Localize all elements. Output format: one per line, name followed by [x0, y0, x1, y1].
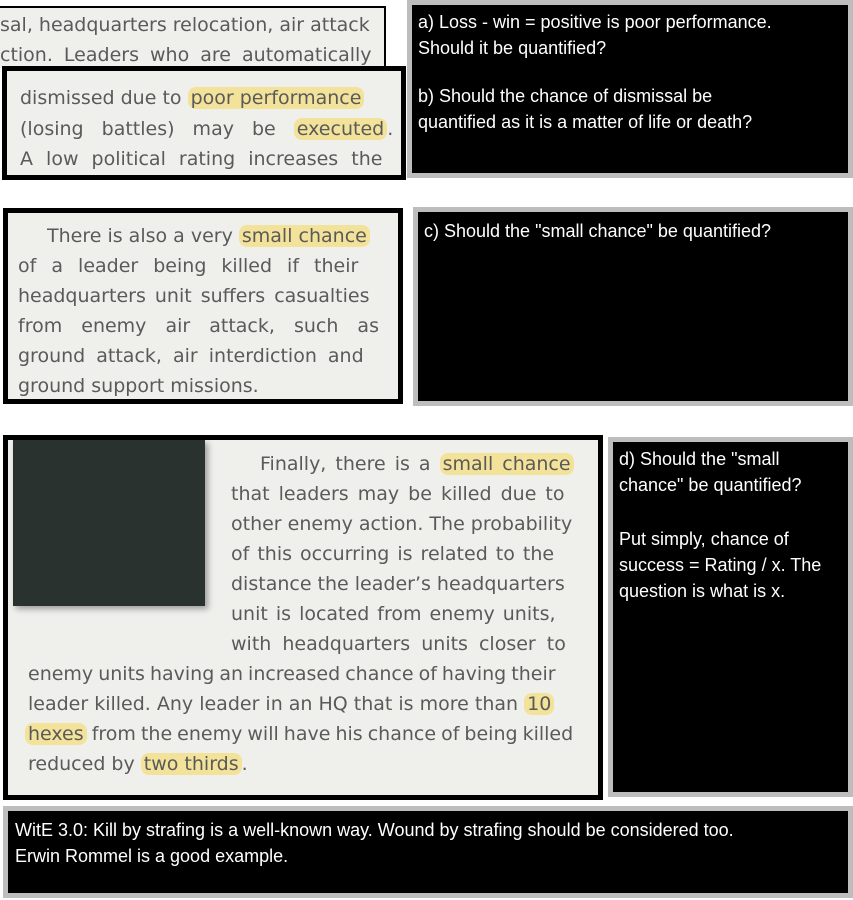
excerpt-4-line-3: other enemy action. The probability	[231, 513, 573, 535]
excerpt-4-line-9	[28, 693, 598, 715]
excerpt-1	[0, 6, 386, 68]
note-d-line-5: question is what is x.	[619, 581, 786, 601]
excerpt-2-text: (losing battles) may be	[20, 118, 294, 140]
excerpt-4-line-1	[260, 453, 598, 475]
note-bottom-line-2: Erwin Rommel is a good example.	[15, 846, 289, 866]
note-b-line-2: quantified as it is a matter of life or death?	[418, 112, 753, 132]
excerpt-4-text: Finally, there is a	[260, 453, 440, 475]
note-d-line-2: chance" be quantified?	[619, 475, 802, 495]
note-a-line-1: a) Loss - win = positive is poor performance.	[418, 12, 772, 32]
excerpt-4-text: reduced by	[28, 753, 141, 775]
excerpt-4-line-2: that leaders may be killed due to	[231, 483, 565, 505]
excerpt-3-line-4: from enemy air attack, such as	[18, 315, 379, 337]
note-bottom-line-1: WitE 3.0: Kill by strafing is a well-known way. Wound by strafing should be considered too.	[15, 820, 734, 840]
note-a-line-2: Should it be quantified?	[418, 38, 607, 58]
excerpt-3-line-3: headquarters unit suffers casualties	[18, 285, 370, 307]
excerpt-4-line-7: with headquarters units closer to	[231, 633, 566, 655]
excerpt-3-text: There is also a very	[47, 225, 239, 247]
excerpt-1-line-2: ction. Leaders who are automatically	[0, 44, 372, 66]
highlight-executed: executed	[294, 118, 387, 140]
note-d	[608, 437, 853, 797]
note-d-line-4: success = Rating / x. The	[619, 555, 822, 575]
excerpt-4-text: from the enemy will have his chance of being killed	[86, 723, 574, 745]
excerpt-4	[3, 435, 603, 800]
highlight-hexes: hexes	[25, 723, 87, 745]
note-d-line-3: Put simply, chance of	[619, 529, 789, 549]
excerpt-4-text: leader killed. Any leader in an HQ that is more than	[28, 693, 525, 715]
excerpt-4-line-4: of this occurring is related to the	[231, 543, 555, 565]
excerpt-3	[3, 208, 403, 404]
excerpt-3-line-1	[47, 225, 398, 247]
excerpt-1-line-1: sal, headquarters relocation, air attack	[0, 14, 370, 36]
highlight-small-chance: small chance	[239, 225, 370, 247]
highlight-two-thirds: two thirds	[141, 753, 242, 775]
excerpt-4-line-5: distance the leader’s headquarters	[231, 573, 565, 595]
excerpt-4-text: .	[241, 753, 248, 775]
excerpt-2-line-2	[20, 118, 401, 140]
excerpt-4-line-8: enemy units having an increased chance of having their	[28, 663, 556, 685]
excerpt-4-line-11	[28, 753, 598, 775]
highlight-small-chance-2: small chance	[440, 453, 574, 475]
note-b-line-1: b) Should the chance of dismissal be	[418, 86, 713, 106]
excerpt-2-text: dismissed due to	[20, 87, 188, 109]
note-d-line-1: d) Should the "small	[619, 449, 780, 469]
note-bottom	[3, 806, 853, 898]
excerpt-3-line-2: of a leader being killed if their	[18, 255, 359, 277]
excerpt-4-line-10	[25, 723, 598, 745]
excerpt-3-line-5: ground attack, air interdiction and	[18, 345, 364, 367]
note-c	[413, 207, 853, 406]
note-c-line: c) Should the "small chance" be quantified?	[424, 221, 771, 241]
excerpt-4-line-6: unit is located from enemy units,	[231, 603, 556, 625]
highlight-10: 10	[524, 693, 554, 715]
excerpt-2-line-1	[20, 87, 401, 109]
excerpt-2-line-3: A low political rating increases the	[20, 148, 383, 170]
excerpt-3-line-6: ground support missions.	[18, 375, 259, 397]
highlight-poor-performance: poor performance	[188, 87, 365, 109]
note-a-b	[407, 0, 853, 178]
image-placeholder	[13, 440, 205, 606]
excerpt-2-text: .	[387, 118, 394, 140]
excerpt-2	[2, 66, 406, 180]
